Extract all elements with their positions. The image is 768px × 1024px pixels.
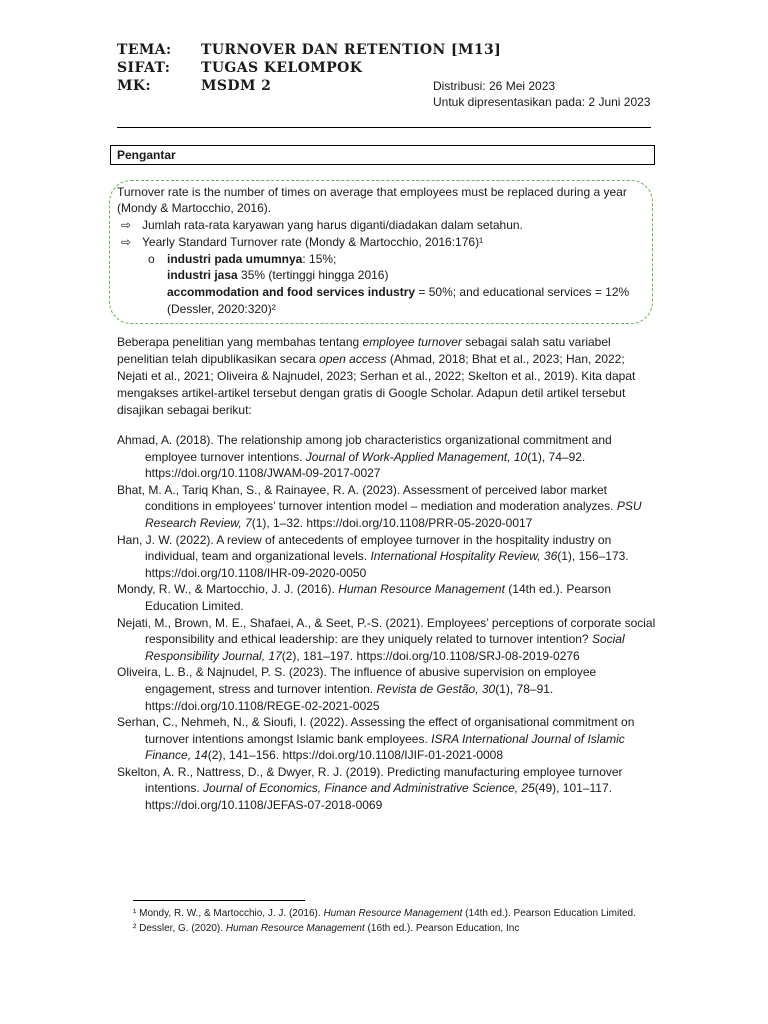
- reference-item: Bhat, M. A., Tariq Khan, S., & Rainayee, R. A. (2023). Assessment of perceived labor market conditions in employees’ turnover intention model – mediation and moderation analyzes. PSU Research Review, 7(1), 1–32. https://doi.org/10.1108/PRR-05-2020-0017: [117, 482, 642, 530]
- footnote-1: ¹ Mondy, R. W., & Martocchio, J. J. (2016). Human Resource Management (14th ed.). Pearson Education Limited.: [133, 908, 636, 919]
- callout-bullet-3: accommodation and food services industry = 50%; and educational services = 12%: [167, 285, 630, 299]
- sifat-label: SIFAT:: [117, 60, 171, 76]
- reference-item: Ahmad, A. (2018). The relationship among job characteristics organizational commitment and employee turnover intentions. Journal of Work-Applied Management, 10(1), 74–92. https://doi.org/10.1108/JWAM-09-2017-0027: [117, 433, 612, 481]
- reference-item: Oliveira, L. B., & Najnudel, P. S. (2023). The influence of abusive supervision on employee engagement, stress and turnover intention. Revista de Gestão, 30(1), 78–91. https://doi.org/10.1108/REGE-02-2021-0025: [117, 665, 597, 713]
- reference-item: Han, J. W. (2022). A review of antecedents of employee turnover in the hospitality industry on individual, team and organizational levels. International Hospitality Review, 36(1), 156–173. https://doi.org/10.1108/IHR-09-2020-0050: [117, 532, 629, 580]
- arrow-icon: ⇨: [121, 218, 132, 232]
- callout-arrow-1: Jumlah rata-rata karyawan yang harus diganti/diadakan dalam setahun.: [142, 218, 523, 232]
- reference-item: Skelton, A. R., Nattress, D., & Dwyer, R. J. (2019). Predicting manufacturing employee turnover intentions. Journal of Economics, Finance and Administrative Science, 25(49), 101–117. https://doi.org/10.1108/JEFAS-07-2018-0069: [117, 764, 623, 813]
- callout-line-1: Turnover rate is the number of times on average that employees must be replaced during a year: [117, 185, 627, 199]
- header-divider: [117, 127, 651, 128]
- callout-bullet-4: (Dessler, 2020:320)²: [167, 302, 276, 316]
- intro-paragraph: Beberapa penelitian yang membahas tentang employee turnover sebagai salah satu variabel penelitian telah dipublikasikan secara open access (Ahmad, 2018; Bhat et al., 2023; Han, 2022; Nejati et al., 2021; Oliveira & Najnudel, 2023; Serhan et al., 2022; Skelton et al., 2019). Kita dapat mengakses artikel-artikel tersebut dengan gratis di Google Scholar. Adapun detil artikel tersebut disajikan sebagai berikut:: [117, 335, 636, 417]
- mk-value: MSDM 2: [201, 78, 272, 94]
- callout-arrow-2: Yearly Standard Turnover rate (Mondy & Martocchio, 2016:176)¹: [142, 235, 484, 249]
- callout-line-2: (Mondy & Martocchio, 2016).: [117, 201, 272, 215]
- reference-item: Serhan, C., Nehmeh, N., & Sioufi, I. (2022). Assessing the effect of organisational commitment on turnover intentions amongst Islamic bank employees. ISRA International Journal of Islamic Finance, 14(2), 141–156. https://doi.org/10.1108/IJIF-01-2021-0008: [117, 715, 635, 763]
- callout-bullet-2: industri jasa 35% (tertinggi hingga 2016): [167, 268, 389, 282]
- mk-label: MK:: [117, 78, 152, 94]
- footnote-2: ² Dessler, G. (2020). Human Resource Management (16th ed.). Pearson Education, Inc: [133, 923, 520, 934]
- tema-value: TURNOVER DAN RETENTION [M13]: [201, 42, 502, 58]
- distribution-date: Distribusi: 26 Mei 2023: [433, 79, 556, 93]
- tema-label: TEMA:: [117, 42, 172, 58]
- footnote-separator: [133, 900, 305, 901]
- section-title-box: [110, 145, 655, 165]
- bullet-marker: o: [148, 252, 155, 266]
- presentation-date: Untuk dipresentasikan pada: 2 Juni 2023: [433, 95, 651, 109]
- reference-item: Mondy, R. W., & Martocchio, J. J. (2016). Human Resource Management (14th ed.). Pearson Education Limited.: [117, 582, 612, 613]
- arrow-icon: ⇨: [121, 235, 132, 249]
- section-title: Pengantar: [117, 148, 176, 162]
- callout-bullet-1: industri pada umumnya: 15%;: [167, 252, 337, 266]
- sifat-value: TUGAS KELOMPOK: [201, 60, 363, 76]
- reference-list: [117, 432, 657, 814]
- reference-item: Nejati, M., Brown, M. E., Shafaei, A., & Seet, P.-S. (2021). Employees’ perceptions of corporate social responsibility and ethical leadership: are they uniquely related to turnover intention? Social Responsibility Journal, 17(2), 181–197. https://doi.org/10.1108/SRJ-08-2019-0276: [117, 615, 656, 663]
